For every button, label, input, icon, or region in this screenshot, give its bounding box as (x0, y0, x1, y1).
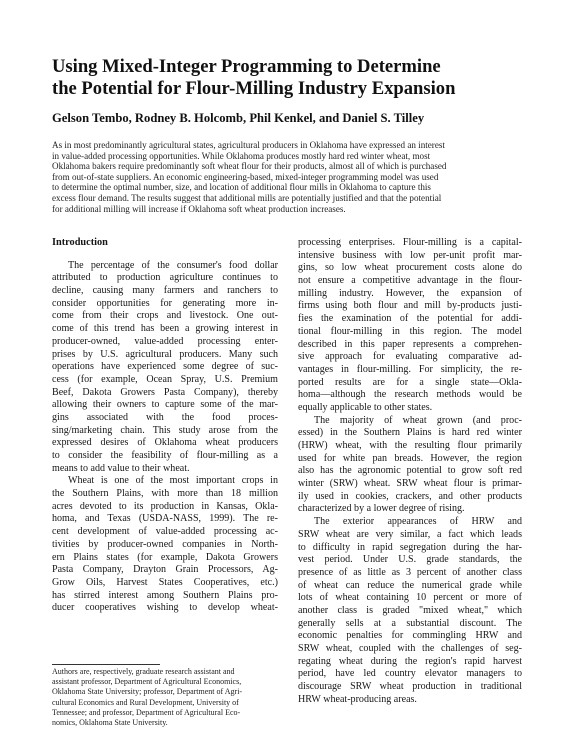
abstract-line: in value-added processing opportunities. While Oklahoma produces mostly hard red winter wheat, most (52, 150, 431, 161)
body-line: another class is graded "mixed wheat," which (298, 604, 522, 616)
author-list: Gelson Tembo, Rodney B. Holcomb, Phil Kenkel, and Daniel S. Tilley (52, 111, 425, 125)
body-line: not ensure a competitive advantage in the flour- (298, 275, 522, 287)
abstract-line: from out-of-state suppliers. An economic engineering-based, mixed-integer programming model was used (52, 171, 439, 182)
body-line: homa, and Texas (USDA-NASS, 1999). The re- (52, 513, 278, 525)
footnote-line: Authors are, respectively, graduate research assistant and (52, 667, 235, 676)
body-line: also has the agronomic potential to grow soft red (298, 465, 522, 477)
body-line: ported results are for a single state—Okla- (298, 376, 522, 388)
body-line: equally applicable to other states. (298, 401, 433, 413)
author-footnote (52, 667, 278, 728)
body-line: consider opportunities for generating more in- (52, 297, 278, 309)
body-line: lots of wheat containing 10 percent or more of (298, 592, 522, 604)
body-line: winter (SRW) wheat. SRW wheat flour is primar- (298, 478, 522, 490)
body-line: gins, so low wheat procurement costs alone do (298, 262, 522, 274)
section-heading: Introduction (52, 237, 108, 248)
body-line: vest period. Under U.S. grade standards, the (298, 554, 522, 566)
footnote-line: cultural Economics and Rural Development, University of (52, 697, 239, 707)
body-line: attributed to production agriculture continues to (52, 272, 278, 284)
body-line: has stirred interest among Southern Plains pro- (52, 589, 278, 601)
footnote-line: nomics, Oklahoma State University. (52, 718, 168, 728)
body-line: (HRW) wheat, with the resulting flour primarily (298, 440, 522, 451)
body-line: sive approach for evaluating comparative ad- (298, 351, 522, 363)
body-line: of wheat can reduce the numerical grade while (298, 579, 522, 591)
body-line: to consider the feasibility of flour-milling as a (52, 450, 278, 461)
body-line: Wheat is one of the most important crops in (68, 475, 278, 487)
footnote-line: Tennessee; and professor, Department of Agricultural Eco- (52, 707, 241, 717)
body-line: ducer cooperatives wishing to develop wheat- (52, 602, 278, 614)
body-line: HRW wheat-producing areas. (298, 693, 417, 705)
body-line: characterized by a lower degree of rising. (298, 503, 465, 515)
body-line: milling industry. However, the expansion of (298, 287, 522, 299)
body-line: fies the examination of the potential for addi- (298, 313, 522, 325)
body-line: tional flour-milling in this region. The model (298, 325, 522, 337)
body-line: firms using both flour and mill by-products justi- (298, 300, 522, 312)
body-line: producer-owned, value-added processing enter- (52, 335, 278, 347)
body-line: ern Plains states (for example, Dakota Growers (52, 551, 278, 563)
abstract-line: As in most predominantly agricultural states, agricultural producers in Oklahoma have expressed an interest (52, 140, 445, 150)
body-line: generally sells at a substantial discount. The (298, 617, 522, 629)
left-column (52, 237, 278, 615)
body-line: means to add value to their wheat. (52, 462, 190, 474)
body-line: the Southern Plains, with more than 18 million (52, 488, 278, 500)
footnote-divider (52, 664, 160, 665)
body-line: come from their crops and livestock. One out- (52, 310, 278, 322)
body-line: cent development of value-added processing ac- (52, 526, 278, 538)
abstract-line: to determine the optimal number, size, and location of additional flour mills in Oklahoma to capture this (52, 182, 431, 193)
body-line: regating wheat during the region's rapid harvest (298, 655, 522, 667)
body-line: period, have led country elevator managers to (298, 668, 522, 680)
body-line: economic penalties for commingling HRW and (298, 630, 522, 642)
body-line: Beef, Dakota Growers Pasta Company), thereby (52, 386, 278, 398)
abstract-line: excess flour demand. The results suggest that additional mills are potentially justified and that the potential (52, 192, 442, 203)
body-line: The percentage of the consumer's food dollar (68, 259, 278, 271)
footnote-line: assistant professor, Department of Agricultural Economics, (52, 677, 242, 687)
body-line: discourage SRW wheat production in traditional (298, 681, 522, 693)
body-line: gins associated with the food proces- (52, 411, 278, 423)
abstract-line: for additional milling will increase if Oklahoma soft wheat production increases. (52, 203, 346, 214)
title-line: the Potential for Flour-Milling Industry Expansion (52, 78, 456, 99)
body-line: cess (for example, Ocean Spray, U.S. Premium (52, 373, 278, 385)
body-line: Pasta Company, Drayton Grain Processors, Ag- (52, 564, 278, 576)
body-line: expressed desires of Oklahoma wheat producers (52, 437, 278, 449)
footnote-line: Oklahoma State University; professor, Department of Agri- (52, 687, 243, 697)
body-line: processing enterprises. Flour-milling is a capital- (298, 237, 522, 248)
body-line: sing/marketing chain. This study arose from the (52, 424, 278, 436)
body-line: tivities by producer-owned companies in North- (52, 538, 278, 550)
body-line: described in this paper represents a comprehen- (298, 338, 522, 350)
body-line: come of this trend has been a growing interest in (52, 323, 278, 335)
right-column (298, 237, 522, 706)
body-line: homa—although the research methods would be (298, 389, 522, 401)
body-line: Grow Oils, Harvest States Cooperatives, etc.) (52, 576, 278, 588)
body-line: essed) in the Southern Plains is hard red winter (298, 427, 522, 439)
body-line: presence of as little as 3 percent of another class (298, 566, 522, 578)
body-line: used for white pan breads. However, the region (298, 452, 522, 464)
body-line: The exterior appearances of HRW and (314, 516, 522, 528)
body-line: vantages in flour-milling. For simplicity, the re- (298, 363, 522, 375)
paper-title (52, 56, 522, 100)
abstract-line: Oklahoma bakers require predominantly soft wheat flour for their products, almost all of which is purchased (52, 161, 447, 172)
body-line: decline, causing many farmers and ranchers to (52, 285, 278, 297)
body-line: SRW wheat, coupled with the challenges of seg- (298, 643, 522, 654)
abstract (52, 140, 522, 214)
body-line: acres devoted to its production in Kansas, Okla- (52, 500, 278, 512)
body-line: to difficulty in rapid segregation during the har- (298, 541, 522, 553)
title-line: Using Mixed-Integer Programming to Determine (52, 56, 441, 77)
body-line: prises by U.S. agricultural producers. Many such (52, 348, 278, 360)
body-line: The majority of wheat grown (and proc- (314, 414, 522, 426)
body-line: SRW wheat are very similar, a fact which leads (298, 528, 522, 540)
body-line: intensive business with low per-unit profit mar- (298, 249, 522, 261)
body-line: allowing their owners to capture some of the mar- (52, 399, 278, 411)
body-line: operations have experienced some degree of suc- (52, 361, 278, 373)
body-line: ily used in cookies, crackers, and other products (298, 490, 522, 502)
